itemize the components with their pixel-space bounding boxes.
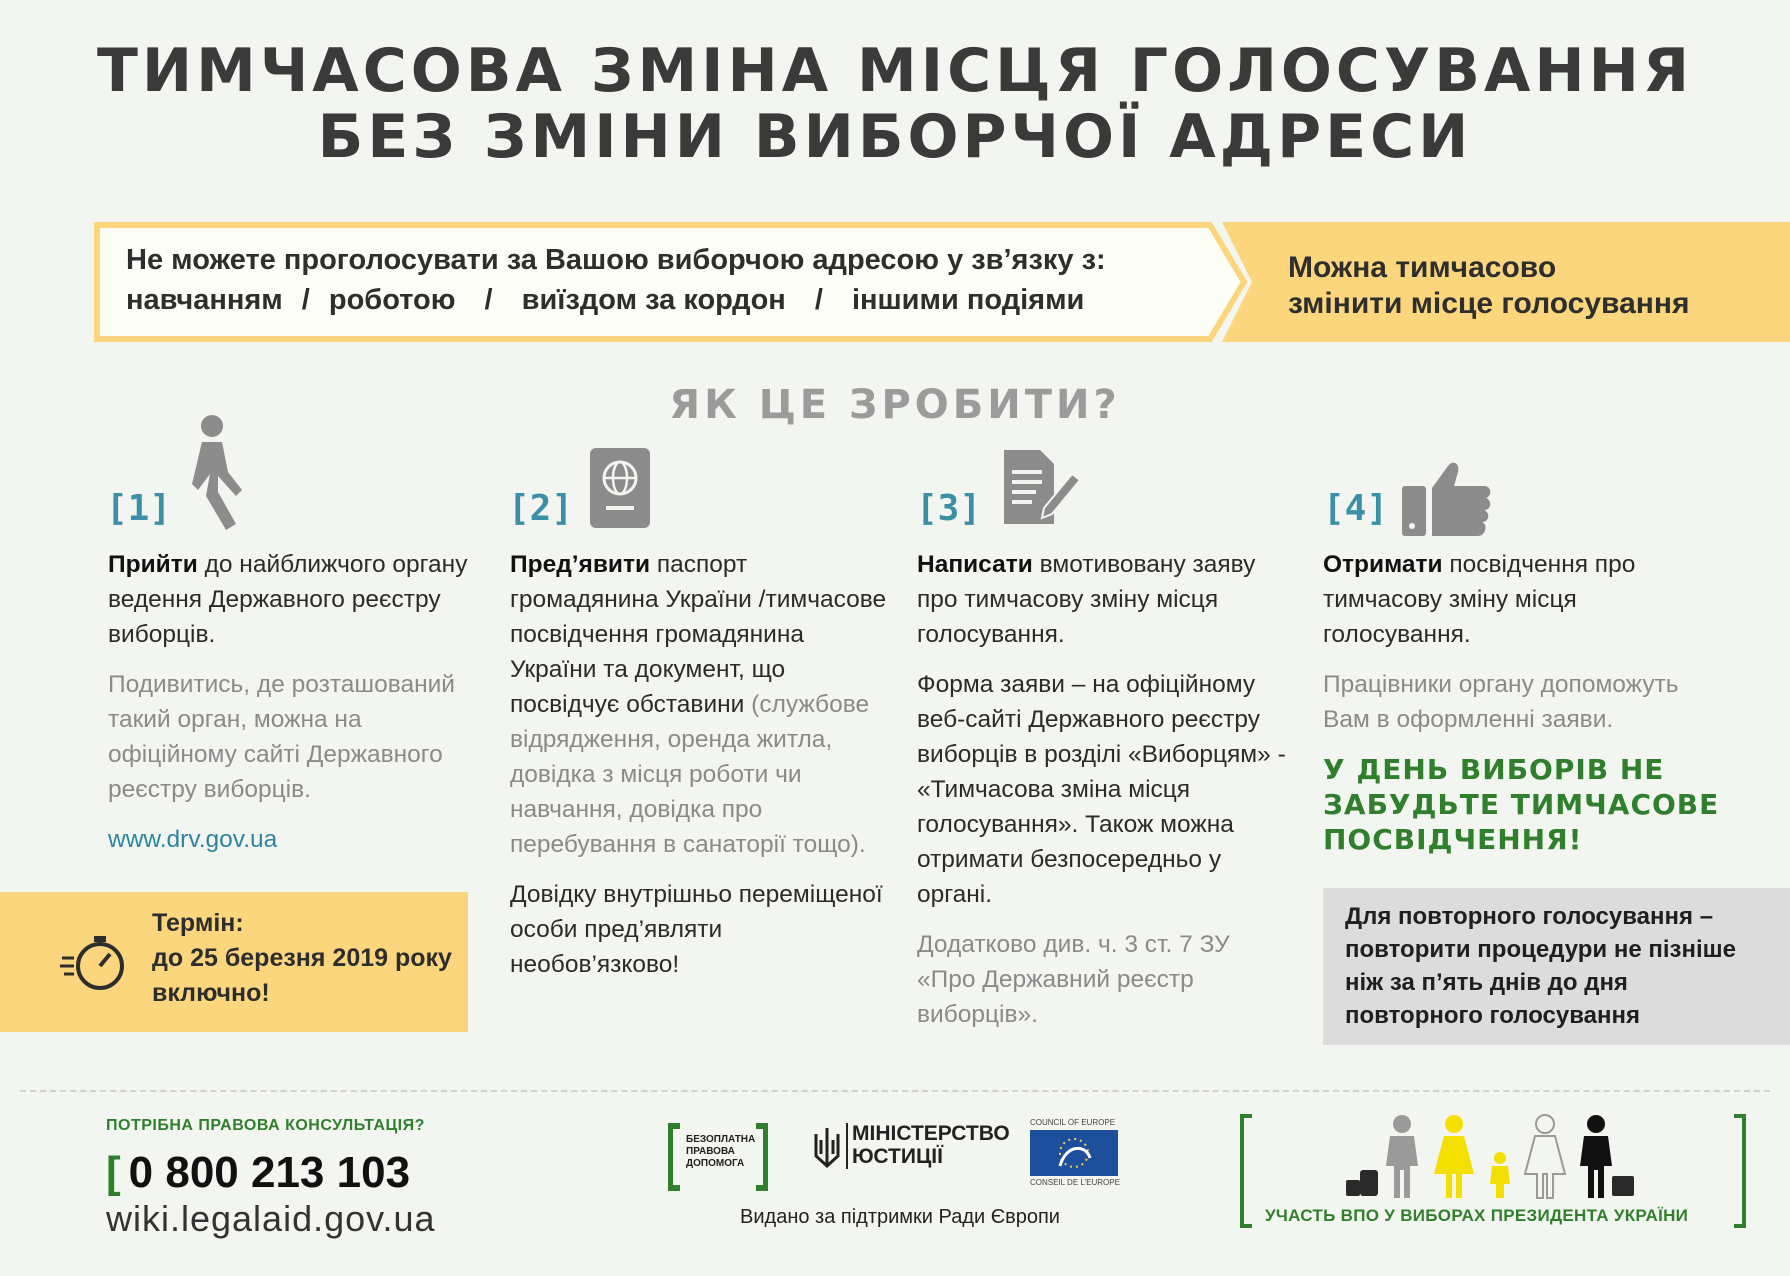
family-figures-icon [1340, 1112, 1640, 1202]
deadline-label: Термін: [152, 909, 244, 937]
banner-left-text [126, 240, 1106, 320]
drv-link[interactable]: www.drv.gov.ua [108, 826, 278, 853]
step-2-extra: Довідку внутрішньо переміщеної особи пред’являти необов’язково! [510, 881, 883, 978]
ministry-divider [846, 1123, 848, 1169]
step-1 [108, 547, 478, 872]
step-2-number: [2] [508, 488, 574, 529]
step-4-note: Працівники органу допоможуть Вам в оформленні заяви. [1323, 671, 1679, 733]
step-1-main [108, 547, 478, 652]
separator: / [814, 284, 823, 316]
banner-result [1288, 250, 1690, 322]
phone-number: 0 800 213 103 [128, 1148, 411, 1197]
bracket-icon: [ [106, 1148, 121, 1197]
step-2-note: (службове відрядження, оренда житла, довідка з місця роботи чи навчання, довідка про перебування в санаторії тощо). [510, 691, 870, 858]
deadline-date: до 25 березня 2019 року [152, 944, 452, 972]
stopwatch-icon [60, 928, 130, 998]
deadline-text [152, 906, 452, 1011]
banner-reasons [126, 280, 1106, 320]
step-4-main [1323, 547, 1663, 652]
step-4-number: [4] [1323, 488, 1389, 529]
trident-icon [812, 1126, 842, 1172]
step-4 [1323, 547, 1743, 872]
title-line-2: БЕЗ ЗМІНИ ВИБОРЧОЇ АДРЕСИ [317, 102, 1473, 172]
thumbs-up-icon [1400, 458, 1496, 538]
step-2-action: Пред’явити [510, 551, 651, 578]
consult-label: ПОТРІБНА ПРАВОВА КОНСУЛЬТАЦІЯ? [106, 1117, 425, 1134]
document-pen-icon [1000, 446, 1084, 530]
howto-heading: ЯК ЦЕ ЗРОБИТИ? [669, 382, 1121, 428]
hotline-phone[interactable] [106, 1148, 410, 1198]
separator: / [484, 284, 493, 316]
step-4-action: Отримати [1323, 551, 1443, 578]
deadline-suffix: включно! [152, 979, 270, 1007]
footer-divider [20, 1090, 1770, 1092]
step-3-extra: Форма заяви – на офіційному веб-сайті Державного реєстру виборців в розділі «Виборцям» - «Тимчасова зміна місця голосування». Також можна отримати безпосередньо у органі. [917, 671, 1286, 908]
title-line-1: ТИМЧАСОВА ЗМІНА МІСЦЯ ГОЛОСУВАННЯ [96, 36, 1694, 106]
walking-person-icon [188, 412, 258, 532]
vpo-caption: УЧАСТЬ ВПО У ВИБОРАХ ПРЕЗИДЕНТА УКРАЇНИ [1265, 1206, 1689, 1225]
legalaid-logo-text: БЕЗОПЛАТНА ПРАВОВА ДОПОМОГА [686, 1134, 756, 1169]
reason-study: навчанням [126, 284, 283, 316]
step-1-note: Подивитись, де розташований такий орган, можна на офіційному сайті Державного реєстру виборців. [108, 671, 455, 803]
separator: / [301, 284, 310, 316]
legalaid-site-link[interactable]: wiki.legalaid.gov.ua [106, 1198, 436, 1239]
step-2 [510, 547, 890, 997]
publisher-note: Видано за підтримки Ради Європи [740, 1206, 1060, 1228]
coe-flag-icon [1030, 1130, 1120, 1176]
step-2-main [510, 547, 890, 862]
coe-bottom-text: CONSEIL DE L’EUROPE [1030, 1178, 1120, 1187]
repeat-vote-text: Для повторного голосування – повторити процедури не пізніше ніж за п’ять днів до дня повторного голосування [1345, 903, 1736, 1029]
step-4-reminder: У ДЕНЬ ВИБОРІВ НЕ ЗАБУДЬТЕ ТИМЧАСОВЕ ПОСВІДЧЕННЯ! [1323, 753, 1720, 856]
reason-abroad: виїздом за кордон [521, 284, 786, 316]
step-3-text: вмотивовану заяву про тимчасову зміну місця голосування. [917, 551, 1256, 648]
step-1-text: до найближчого органу ведення Державного реєстру виборців. [108, 551, 468, 648]
step-3-main [917, 547, 1297, 652]
step-3-action: Написати [917, 551, 1033, 578]
step-2-text: паспорт громадянина України /тимчасове посвідчення громадянина України та документ, що посвідчує обставини [510, 551, 887, 718]
ministry-logo-text: МІНІСТЕРСТВО ЮСТИЦІЇ [852, 1122, 1010, 1168]
banner-result-line-1: Можна тимчасово [1288, 251, 1557, 284]
step-3 [917, 547, 1297, 1047]
step-1-number: [1] [106, 488, 172, 529]
step-4-text: посвідчення про тимчасову зміну місця голосування. [1323, 551, 1636, 648]
banner-lead: Не можете проголосувати за Вашою виборчою адресою у зв’язку з: [126, 244, 1106, 276]
reason-other: іншими подіями [851, 284, 1085, 316]
step-3-note: Додатково див. ч. 3 ст. 7 ЗУ «Про Державний реєстр виборців». [917, 931, 1230, 1028]
banner-result-line-2: змінити місце голосування [1288, 287, 1690, 320]
step-3-number: [3] [916, 488, 982, 529]
passport-icon [588, 446, 654, 530]
coe-top-text: COUNCIL OF EUROPE [1030, 1118, 1116, 1127]
step-1-action: Прийти [108, 551, 198, 578]
reason-work: роботою [328, 284, 456, 316]
